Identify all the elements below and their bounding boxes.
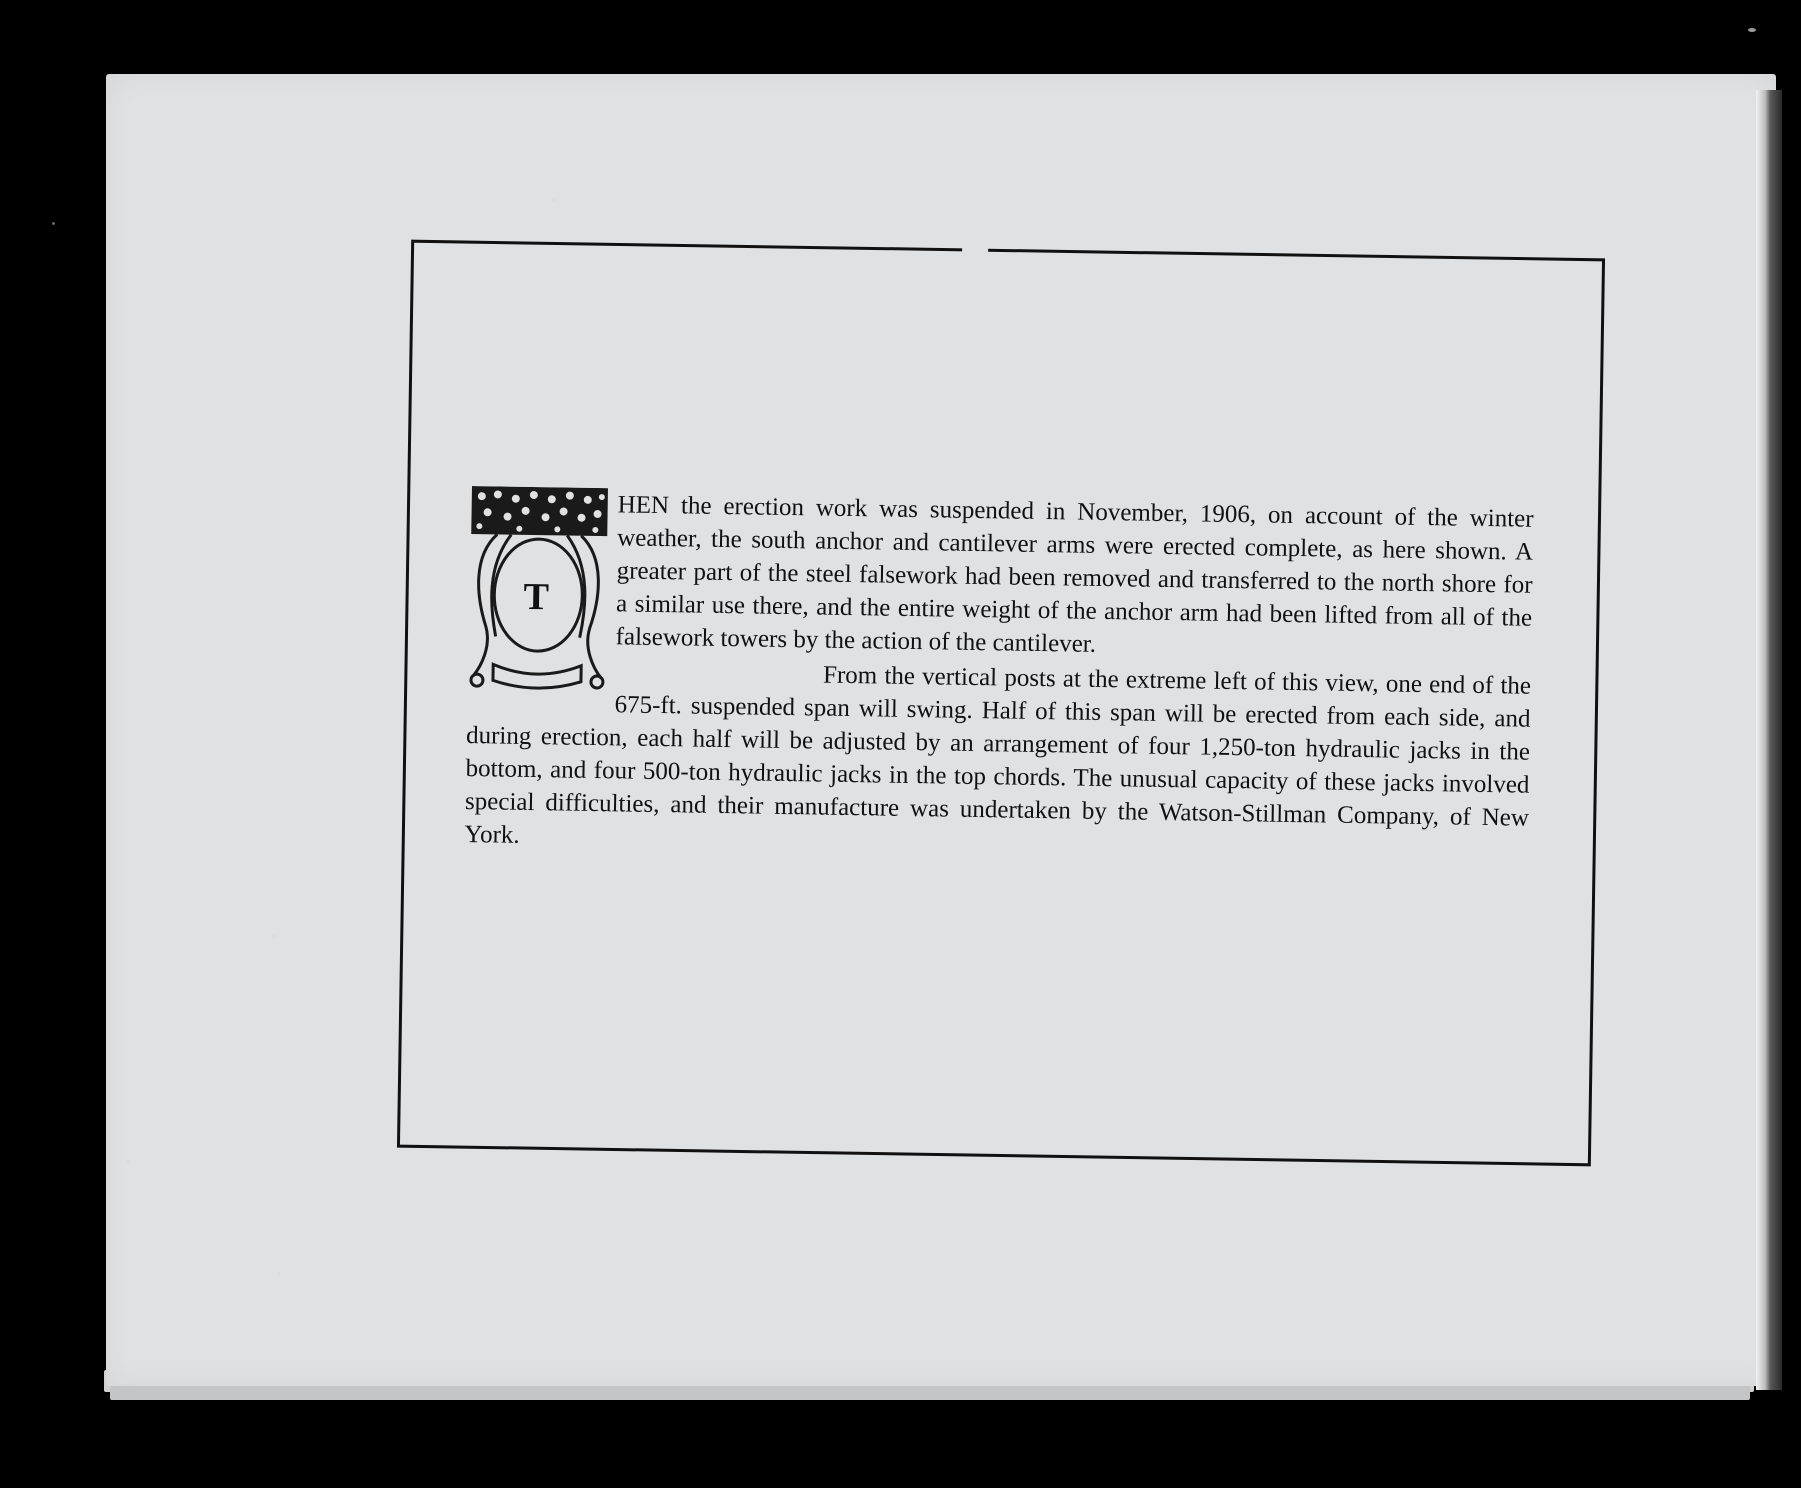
scan-speck: [126, 1160, 130, 1164]
scan-speck: [272, 934, 277, 939]
paragraph-2: From the vertical posts at the extreme left of this view, one end of the 675-ft. suspended span will swing. Half of this span will be erected from each side, and during erection, each half will be adjusted by an arrangement of four 1,250-ton hydraulic jacks in the bottom, and four 500-ton hydraulic jacks in the top chords. The unusual capacity of these jacks involved special difficulties, and their manufacture was undertaken by the Watson-Stillman Company, of New York.: [464, 661, 1532, 849]
scan-speck: [278, 1272, 281, 1275]
article-text: [464, 486, 1534, 868]
scan-speck: [1748, 28, 1756, 32]
frame-break: [962, 245, 988, 255]
dropcap-letter: T: [523, 575, 550, 619]
scan-speck: [52, 222, 55, 225]
ornamental-dropcap: [465, 486, 612, 698]
book-binding-edge: [1756, 90, 1782, 1390]
paragraph-1: HEN the erection work was suspended in November, 1906, on account of the winter weather, the south anchor and cantilever arms were erected complete, as here shown. A greater part of the steel falsework had been removed and transferred to the north shore for a similar use there, and the entire weight of the anchor arm had been lifted from all of the falsework towers by the action of the cantilever.: [615, 491, 1534, 658]
scan-speck: [552, 198, 556, 202]
